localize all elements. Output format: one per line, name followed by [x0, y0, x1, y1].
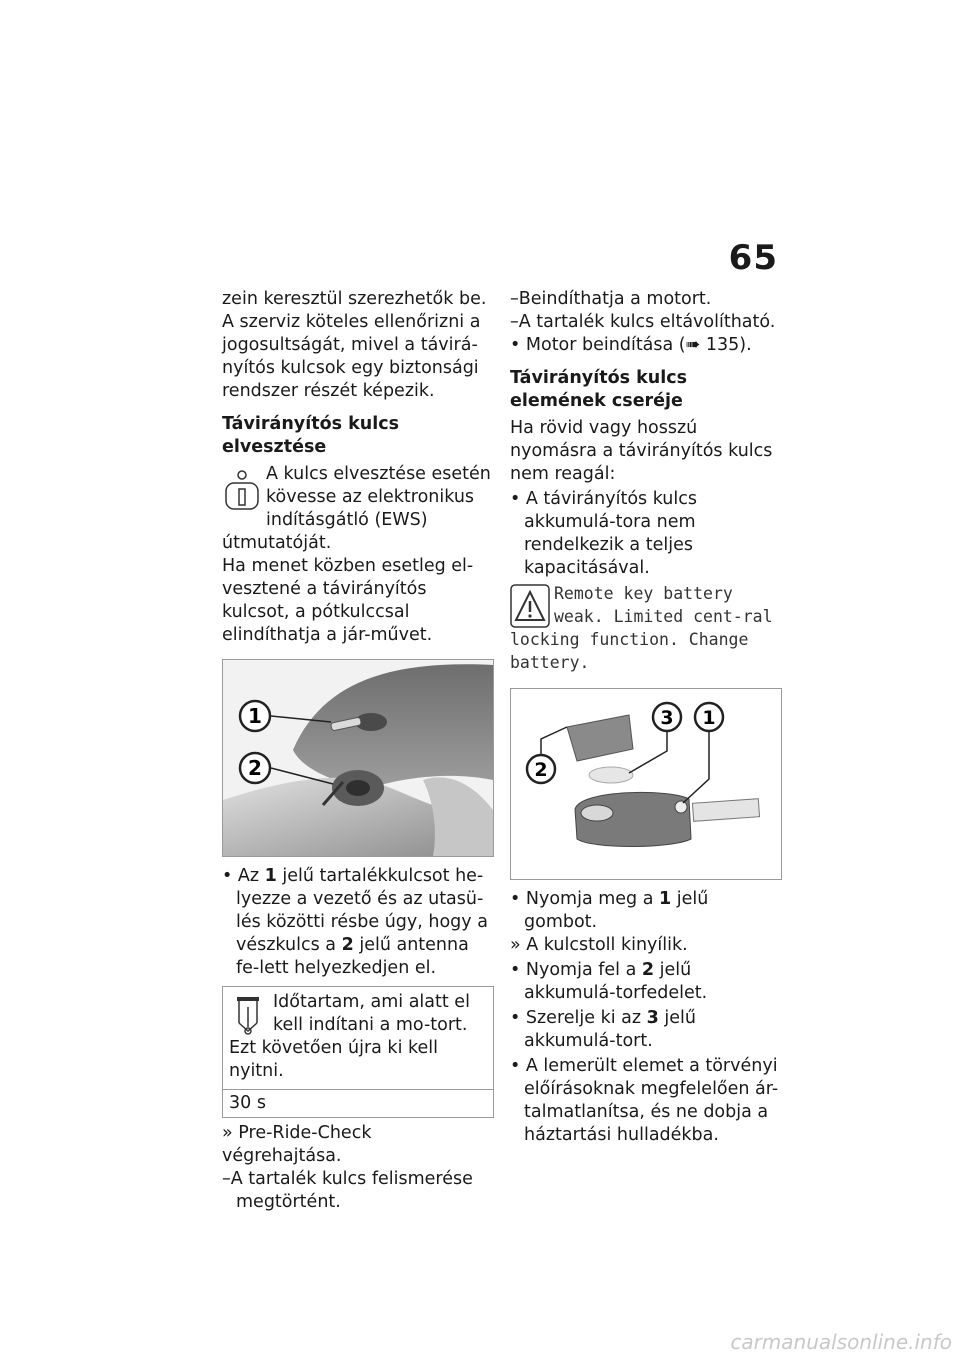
info-icon	[222, 467, 262, 513]
fig-label-2: 2	[248, 756, 262, 780]
warning-icon	[510, 584, 550, 628]
ref-number-1: 1	[264, 866, 277, 886]
step1-text-a: • Nyomja meg a	[510, 889, 660, 909]
result-preride: » Pre-Ride-Check végrehajtása.	[222, 1123, 372, 1166]
step-result-key-opens: » A kulcstoll kinyílik.	[510, 935, 688, 955]
section-heading-battery: Távirányítós kulcs elemének cseréje	[510, 368, 687, 411]
step-remove-battery	[510, 1007, 782, 1053]
warning-text: Remote key battery weak. Limited cent-ral locking function. Change battery.	[510, 584, 773, 672]
bullet-place-key: • Az 1 jelű tartalékkulcsot he-lyezze a vezető és az utasü-lés közötti résbe úgy, hogy a vészkulcs a 2 jelű antenna fe-lett helyezkedjen el.	[222, 866, 488, 978]
result-key-recognized: –A tartalék kulcs felismerése megtörtént.	[222, 1169, 473, 1212]
footer-watermark: carmanualsonline.info	[730, 1330, 952, 1354]
duration-infobox	[222, 986, 494, 1118]
left-column	[222, 288, 494, 1214]
key-fig-label-3: 3	[660, 707, 674, 729]
step3-text-a: • Szerelje ki az	[510, 1008, 647, 1028]
seat-figure	[222, 659, 494, 857]
step3-text-b: jelű akkumulá-tort.	[524, 1008, 696, 1051]
duration-value: 30 s	[223, 1089, 493, 1117]
key-figure	[510, 688, 782, 880]
key-illustration	[511, 689, 779, 879]
motor-start-ref: • Motor beindítása (➠ 135).	[510, 335, 752, 355]
bullet-battery-weak: • A távirányítós kulcs akkumulá-tora nem rendelkezik a teljes kapacitásával.	[510, 489, 697, 578]
duration-text: Időtartam, ami alatt el kell indítani a mo-tort. Ezt követően újra ki kell nyitni.	[229, 992, 470, 1081]
stopwatch-icon	[229, 993, 269, 1037]
info-note	[222, 463, 494, 555]
start-motor-line: –Beindíthatja a motort.	[510, 289, 712, 309]
intro-text: zein keresztül szerezhetők be. A szerviz köteles ellenőrizni a jogosultságát, mivel a távirá-nyítós kulcsok egy biztonsági rendszer részét képezik.	[222, 289, 487, 401]
step3-ref: 3	[646, 1008, 659, 1028]
section-heading-lost-key: Távirányítós kulcs elvesztése	[222, 414, 399, 457]
battery-intro: Ha rövid vagy hosszú nyomásra a távirányítós kulcs nem reagál:	[510, 418, 773, 484]
lost-key-text: Ha menet közben esetleg el-vesztené a távirányítós kulcsot, a pótkulccsal elindíthatja a jár-művet.	[222, 556, 474, 645]
step2-ref: 2	[641, 960, 655, 980]
warning-message	[510, 582, 782, 674]
step2-text-a: • Nyomja fel a	[510, 960, 642, 980]
remove-key-line: –A tartalék kulcs eltávolítható.	[510, 312, 776, 332]
info-note-text: A kulcs elvesztése esetén kövesse az elektronikus indításgátló (EWS) útmutatóját.	[222, 464, 491, 553]
step-dispose-battery: • A lemerült elemet a törvényi előírásoknak megfelelően ár-talmatlanítsa, és ne dobja a háztartási hulladékba.	[510, 1056, 779, 1145]
ref-number-2: 2	[341, 935, 354, 955]
key-fig-label-1: 1	[702, 707, 716, 729]
bullet-text-c: jelű antenna fe-lett helyezkedjen el.	[236, 935, 469, 978]
bullet-text-b: jelű tartalékkulcsot he-lyezze a vezető és az utasü-lés közötti résbe úgy, hogy a vészkulcs a	[236, 866, 488, 955]
page-number: 65	[728, 238, 778, 278]
step2-text-b: jelű akkumulá-torfedelet.	[524, 960, 708, 1003]
bullet-text-a: Az	[237, 866, 265, 886]
fig-label-1: 1	[248, 704, 262, 728]
step1-ref: 1	[659, 889, 672, 909]
step-push-cover	[510, 959, 782, 1005]
key-fig-label-2: 2	[534, 759, 548, 781]
step1-text-b: jelű gombot.	[524, 889, 709, 932]
seat-illustration	[223, 660, 493, 856]
right-column	[510, 288, 782, 1147]
step-press-button	[510, 888, 782, 934]
